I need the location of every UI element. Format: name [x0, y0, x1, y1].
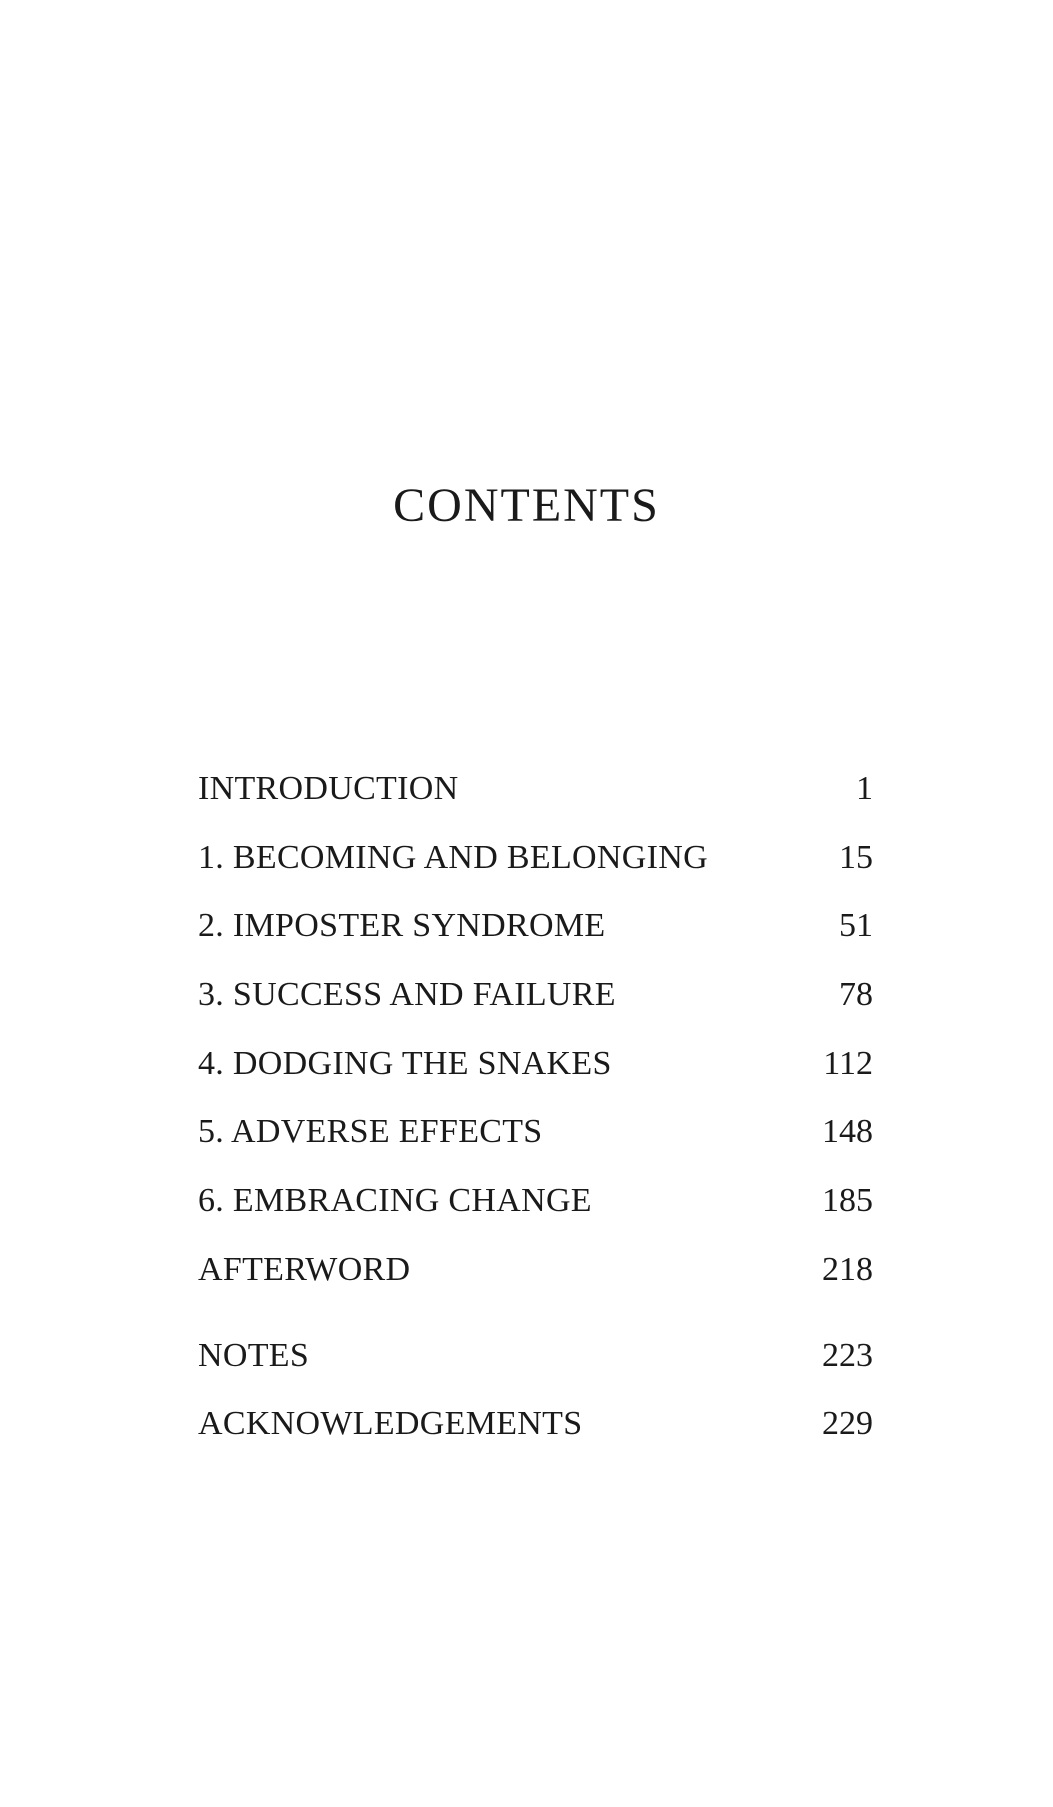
toc-entry-page: 15	[839, 838, 873, 876]
toc-entry-page: 78	[839, 976, 873, 1014]
toc-entry-chapter-6	[198, 1184, 873, 1253]
toc-entry-title: ACKNOWLEDGEMENTS	[198, 1405, 583, 1443]
toc-entry-title: INTRODUCTION	[198, 770, 459, 807]
toc-entry-title: 5. ADVERSE EFFECTS	[198, 1113, 543, 1151]
toc-entry-page: 1	[856, 770, 873, 807]
toc-entry-afterword	[198, 1250, 873, 1322]
toc-entry-chapter-1	[198, 838, 873, 910]
toc-entry-page: 148	[822, 1113, 873, 1151]
page-title: CONTENTS	[393, 479, 660, 532]
toc-entry-page: 223	[822, 1336, 873, 1374]
toc-entry-title: 1. BECOMING AND BELONGING	[198, 838, 708, 876]
toc-entry-chapter-3	[198, 978, 873, 1047]
toc-entry-title: 6. EMBRACING CHANGE	[198, 1182, 592, 1220]
toc-entry-chapter-4	[198, 1044, 873, 1116]
toc-entry-page: 51	[839, 907, 873, 945]
toc-entry-title: AFTERWORD	[198, 1250, 411, 1288]
toc-entry-introduction	[198, 772, 873, 841]
toc-entry-notes	[198, 1336, 873, 1408]
toc-entry-title: NOTES	[198, 1336, 310, 1374]
table-of-contents	[198, 772, 873, 1476]
toc-entry-title: 2. IMPOSTER SYNDROME	[198, 907, 606, 945]
toc-entry-page: 218	[822, 1250, 873, 1288]
toc-entry-acknowledgements	[198, 1407, 873, 1476]
toc-entry-chapter-2	[198, 909, 873, 978]
toc-entry-page: 185	[822, 1182, 873, 1220]
toc-entry-page: 229	[822, 1405, 873, 1443]
toc-entry-page: 112	[823, 1044, 873, 1082]
toc-entry-title: 4. DODGING THE SNAKES	[198, 1044, 612, 1082]
toc-entry-title: 3. SUCCESS AND FAILURE	[198, 976, 616, 1014]
toc-entry-chapter-5	[198, 1115, 873, 1184]
